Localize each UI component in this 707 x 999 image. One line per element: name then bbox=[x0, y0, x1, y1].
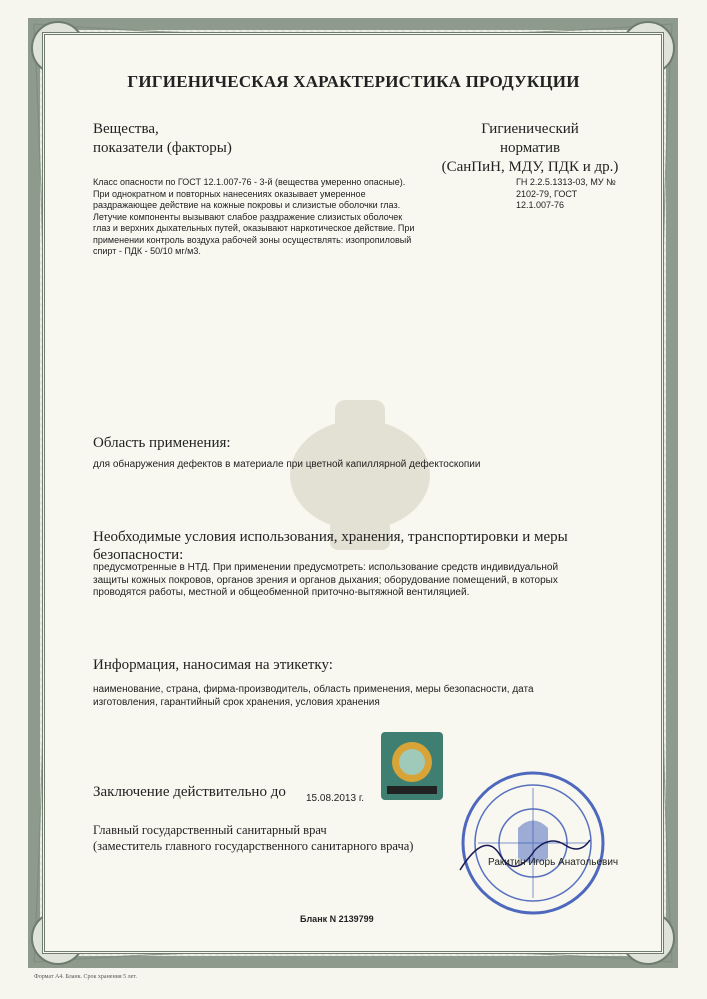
label-text bbox=[93, 684, 633, 709]
text-line: При однократном и повторных нанесениях оказывает умеренное bbox=[93, 188, 366, 199]
norm-header-line: Гигиенический bbox=[481, 121, 579, 137]
scope-text: для обнаружения дефектов в материале при цветной капиллярной дефектоскопии bbox=[93, 459, 481, 470]
norm-header-line: норматив bbox=[499, 140, 561, 156]
text-line: глаз и верхних дыхательных путей, оказывают наркотическое действие. При bbox=[93, 223, 415, 233]
substances-header-line: показатели (факторы) bbox=[93, 140, 232, 156]
conditions-heading bbox=[93, 528, 568, 564]
text-line: защиты кожных покровов, органов зрения и органов дыхания; оборудование помещений, в которых bbox=[93, 574, 558, 586]
signature-icon bbox=[455, 820, 595, 880]
text-line: Летучие компоненты вызывают слабое раздражение слизистых оболочек bbox=[93, 211, 403, 222]
text-line: наименование, страна, фирма-производитель, область применения, меры безопасности, дата bbox=[93, 684, 534, 695]
text-line: проводятся работы, местной и общеобменной приточно-вытяжной вентиляцией. bbox=[93, 587, 470, 598]
document-title: ГИГИЕНИЧЕСКАЯ ХАРАКТЕРИСТИКА ПРОДУКЦИИ bbox=[127, 72, 580, 91]
heading-line: Необходимые условия использования, хранения, транспортировки и меры bbox=[93, 529, 568, 545]
validity-date: 15.08.2013 г. bbox=[306, 793, 365, 804]
conditions-text bbox=[93, 562, 633, 600]
substances-text bbox=[93, 177, 428, 258]
text-line: предусмотренные в НТД. При применении предусмотреть: использование средств индивидуальной bbox=[93, 562, 559, 573]
norm-text bbox=[516, 177, 641, 212]
text-line: применении контроль воздуха рабочей зоны осуществлять: изопропиловый bbox=[93, 234, 412, 245]
doctor-line: Главный государственный санитарный врач bbox=[93, 823, 327, 837]
footer-note: Формат А4. Бланк. Срок хранения 5 лет. bbox=[34, 974, 137, 980]
text-line: изготовления, гарантийный срок хранения, условия хранения bbox=[93, 696, 380, 708]
text-line: раздражающее действие на кожные покровы и слизистые оболочки глаз. bbox=[93, 200, 401, 210]
signer-name: Ракитин Игорь Анатольевич bbox=[488, 857, 619, 868]
validity-heading: Заключение действительно до bbox=[93, 784, 286, 800]
scope-heading: Область применения: bbox=[93, 435, 231, 451]
doctor-title bbox=[93, 822, 413, 854]
substances-header-line: Вещества, bbox=[93, 121, 159, 137]
text-line: ГН 2.2.5.1313-03, МУ № bbox=[516, 177, 616, 187]
substances-header bbox=[93, 120, 232, 158]
text-line: спирт - ПДК - 50/10 мг/м3. bbox=[93, 246, 201, 256]
text-line: 2102-79, ГОСТ bbox=[516, 188, 578, 199]
heading-line: безопасности: bbox=[93, 547, 184, 563]
label-heading: Информация, наносимая на этикетку: bbox=[93, 657, 333, 673]
text-line: 12.1.007-76 bbox=[516, 200, 565, 210]
hologram-seal-icon bbox=[381, 732, 443, 800]
doctor-line: (заместитель главного государственного санитарного врача) bbox=[93, 839, 414, 853]
norm-header-line: (СанПиН, МДУ, ПДК и др.) bbox=[441, 159, 619, 175]
blank-number: Бланк N 2139799 bbox=[300, 914, 374, 924]
norm-header bbox=[410, 120, 650, 177]
text-line: Класс опасности по ГОСТ 12.1.007-76 - 3-й (вещества умеренно опасные). bbox=[93, 177, 406, 187]
